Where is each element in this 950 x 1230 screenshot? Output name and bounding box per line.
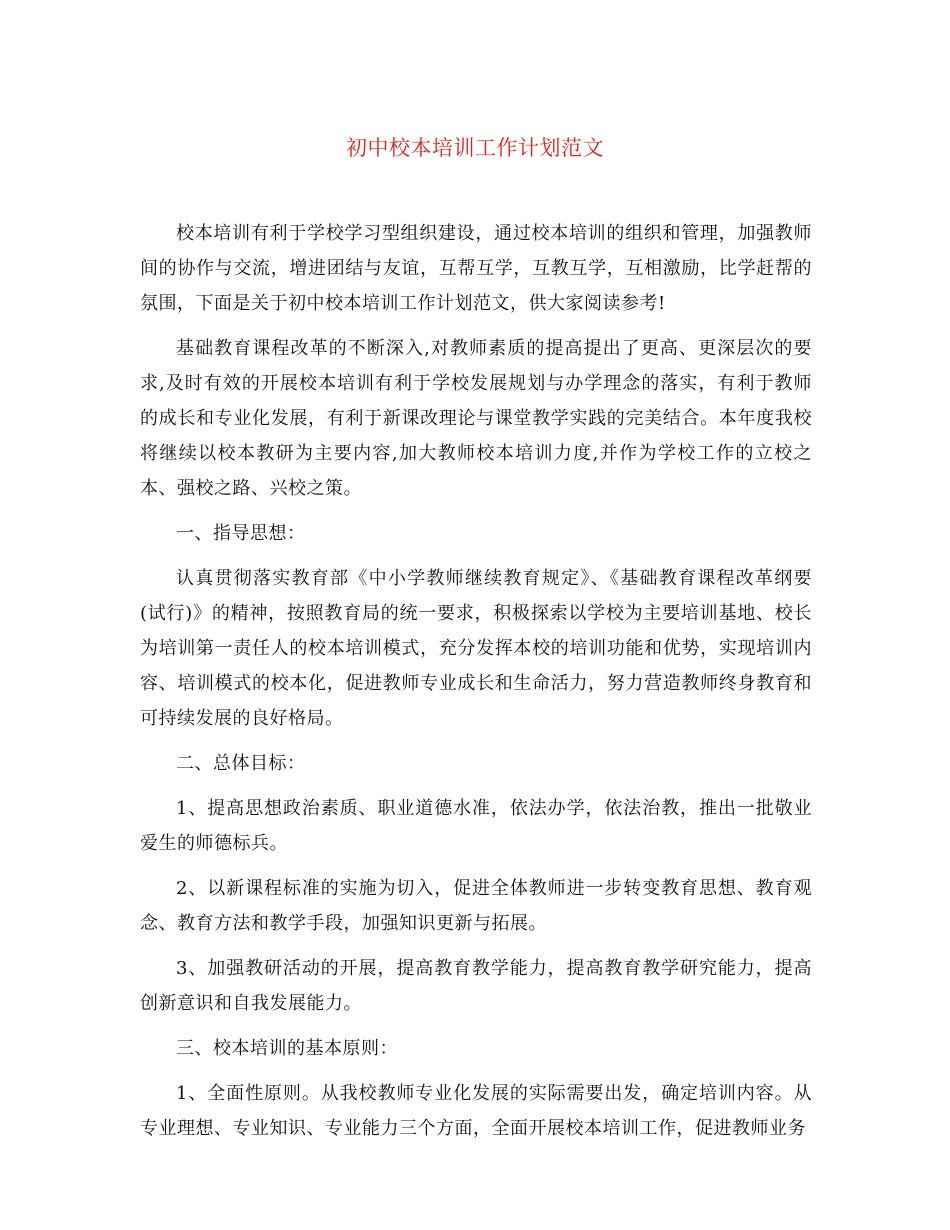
paragraph-background: 基础教育课程改革的不断深入,对教师素质的提高提出了更高、更深层次的要求,及时有效的开展校本培训有利于学校发展规划与办学理念的落实，有利于教师的成长和专业化发展，有利于新课改理论与课堂教学实践的完美结合。本年度我校将继续以校本教研为主要内容,加大教师校本培训力度,并作为学校工作的立校之本、强校之路、兴校之策。 [140,338,812,499]
section-heading-basic-principles: 三、校本培训的基本原则： [176,1038,398,1059]
goal-item-1: 1、提高思想政治素质、职业道德水准，依法办学，依法治教，推出一批敬业爱生的师德标兵。 [140,798,812,854]
principle-item-1: 1、全面性原则。从我校教师专业化发展的实际需要出发，确定培训内容。从专业理想、专业知识、专业能力三个方面，全面开展校本培训工作，促进教师业务 [140,1083,812,1139]
goal-item-2: 2、以新课程标准的实施为切入，促进全体教师进一步转变教育思想、教育观念、教育方法和教学手段，加强知识更新与拓展。 [140,878,812,934]
section-heading-guiding-thought: 一、指导思想： [176,523,306,544]
paragraph-intro: 校本培训有利于学校学习型组织建设，通过校本培训的组织和管理，加强教师间的协作与交流，增进团结与友谊，互帮互学，互教互学，互相激励，比学赶帮的氛围，下面是关于初中校本培训工作计划范文，供大家阅读参考! [140,223,812,314]
document-title: 初中校本培训工作计划范文 [346,136,604,160]
paragraph-guiding-thought: 认真贯彻落实教育部《中小学教师继续教育规定》、《基础教育课程改革纲要(试行)》的精神，按照教育局的统一要求，积极探索以学校为主要培训基地、校长为培训第一责任人的校本培训模式，充分发挥本校的培训功能和优势，实现培训内容、培训模式的校本化，促进教师专业成长和生命活力，努力营造教师终身教育和可持续发展的良好格局。 [140,568,812,729]
section-heading-overall-goals: 二、总体目标： [176,753,306,774]
goal-item-3: 3、加强教研活动的开展，提高教育教学能力，提高教育教学研究能力，提高创新意识和自我发展能力。 [140,958,812,1014]
document-body [140,216,812,1156]
